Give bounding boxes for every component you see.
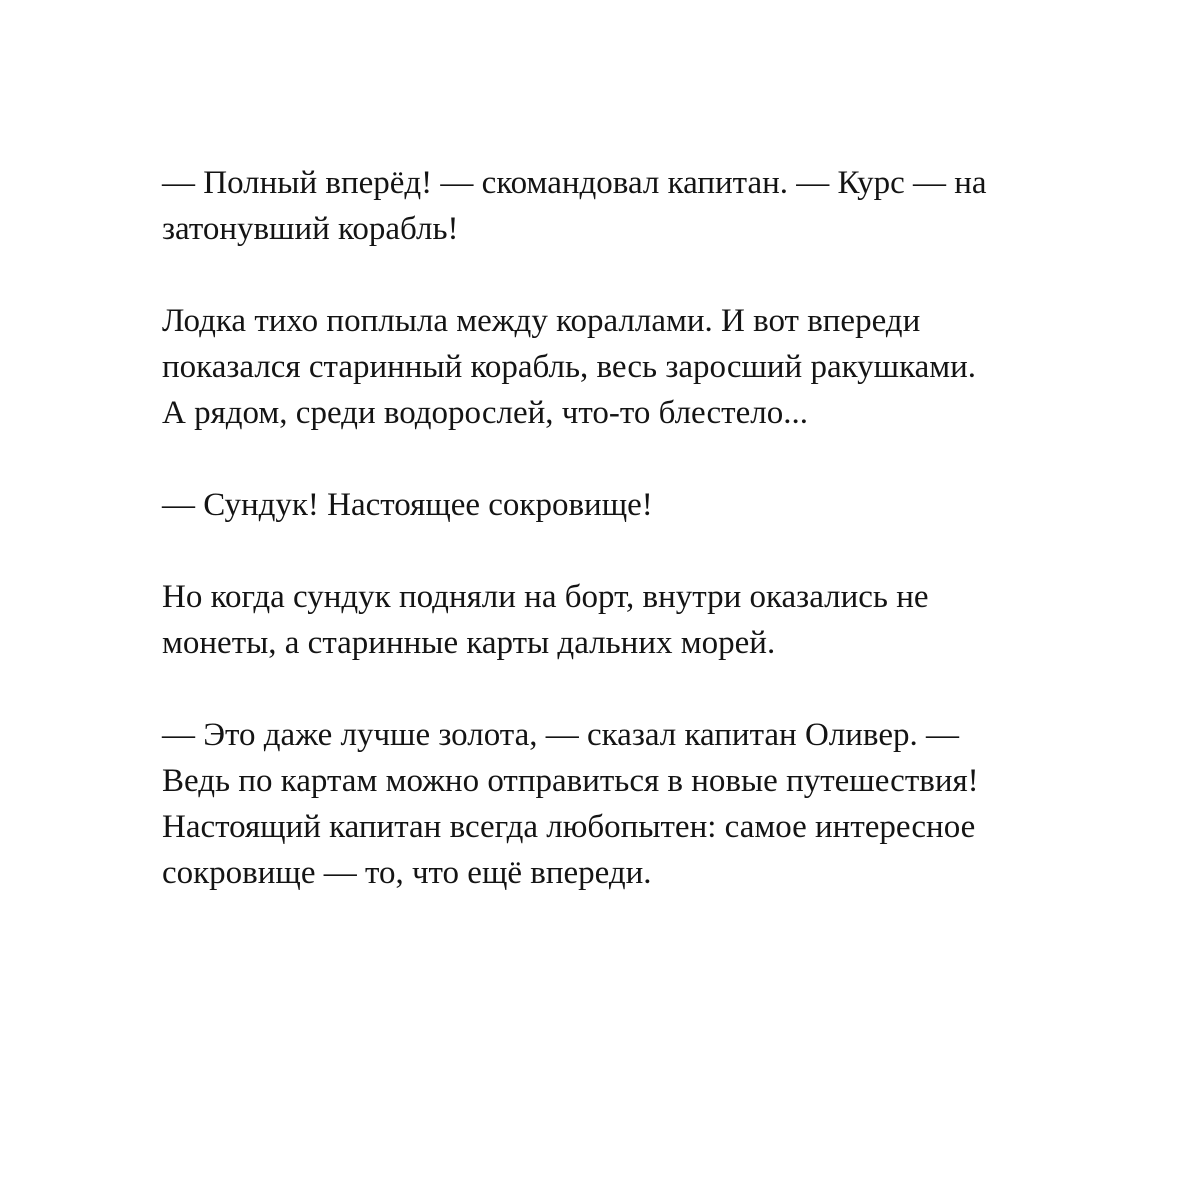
- text-line: Но когда сундук подняли на борт, внутри оказались не: [162, 579, 929, 615]
- paragraph-5: [162, 712, 1122, 896]
- text-line: Ведь по картам можно отправиться в новые путешествия!: [162, 763, 979, 799]
- text-line: затонувший корабль!: [162, 211, 459, 247]
- text-line: сокровище — то, что ещё впереди.: [162, 855, 652, 891]
- text-line: Настоящий капитан всегда любопытен: самое интересное: [162, 809, 976, 845]
- story-text: [162, 160, 1122, 896]
- paragraph-2: [162, 298, 1122, 436]
- text-line: монеты, а старинные карты дальних морей.: [162, 625, 776, 661]
- paragraph-1: [162, 160, 1122, 252]
- paragraph-4: [162, 574, 1122, 666]
- text-line: — Полный вперёд! — скомандовал капитан. — Курс — на: [162, 165, 987, 201]
- text-line: А рядом, среди водорослей, что-то блестело...: [162, 395, 808, 431]
- text-line: — Сундук! Настоящее сокровище!: [162, 487, 653, 523]
- text-line: Лодка тихо поплыла между кораллами. И вот впереди: [162, 303, 921, 339]
- paragraph-3: [162, 482, 1122, 528]
- text-line: показался старинный корабль, весь заросший ракушками.: [162, 349, 977, 385]
- text-line: — Это даже лучше золота, — сказал капитан Оливер. —: [162, 717, 959, 753]
